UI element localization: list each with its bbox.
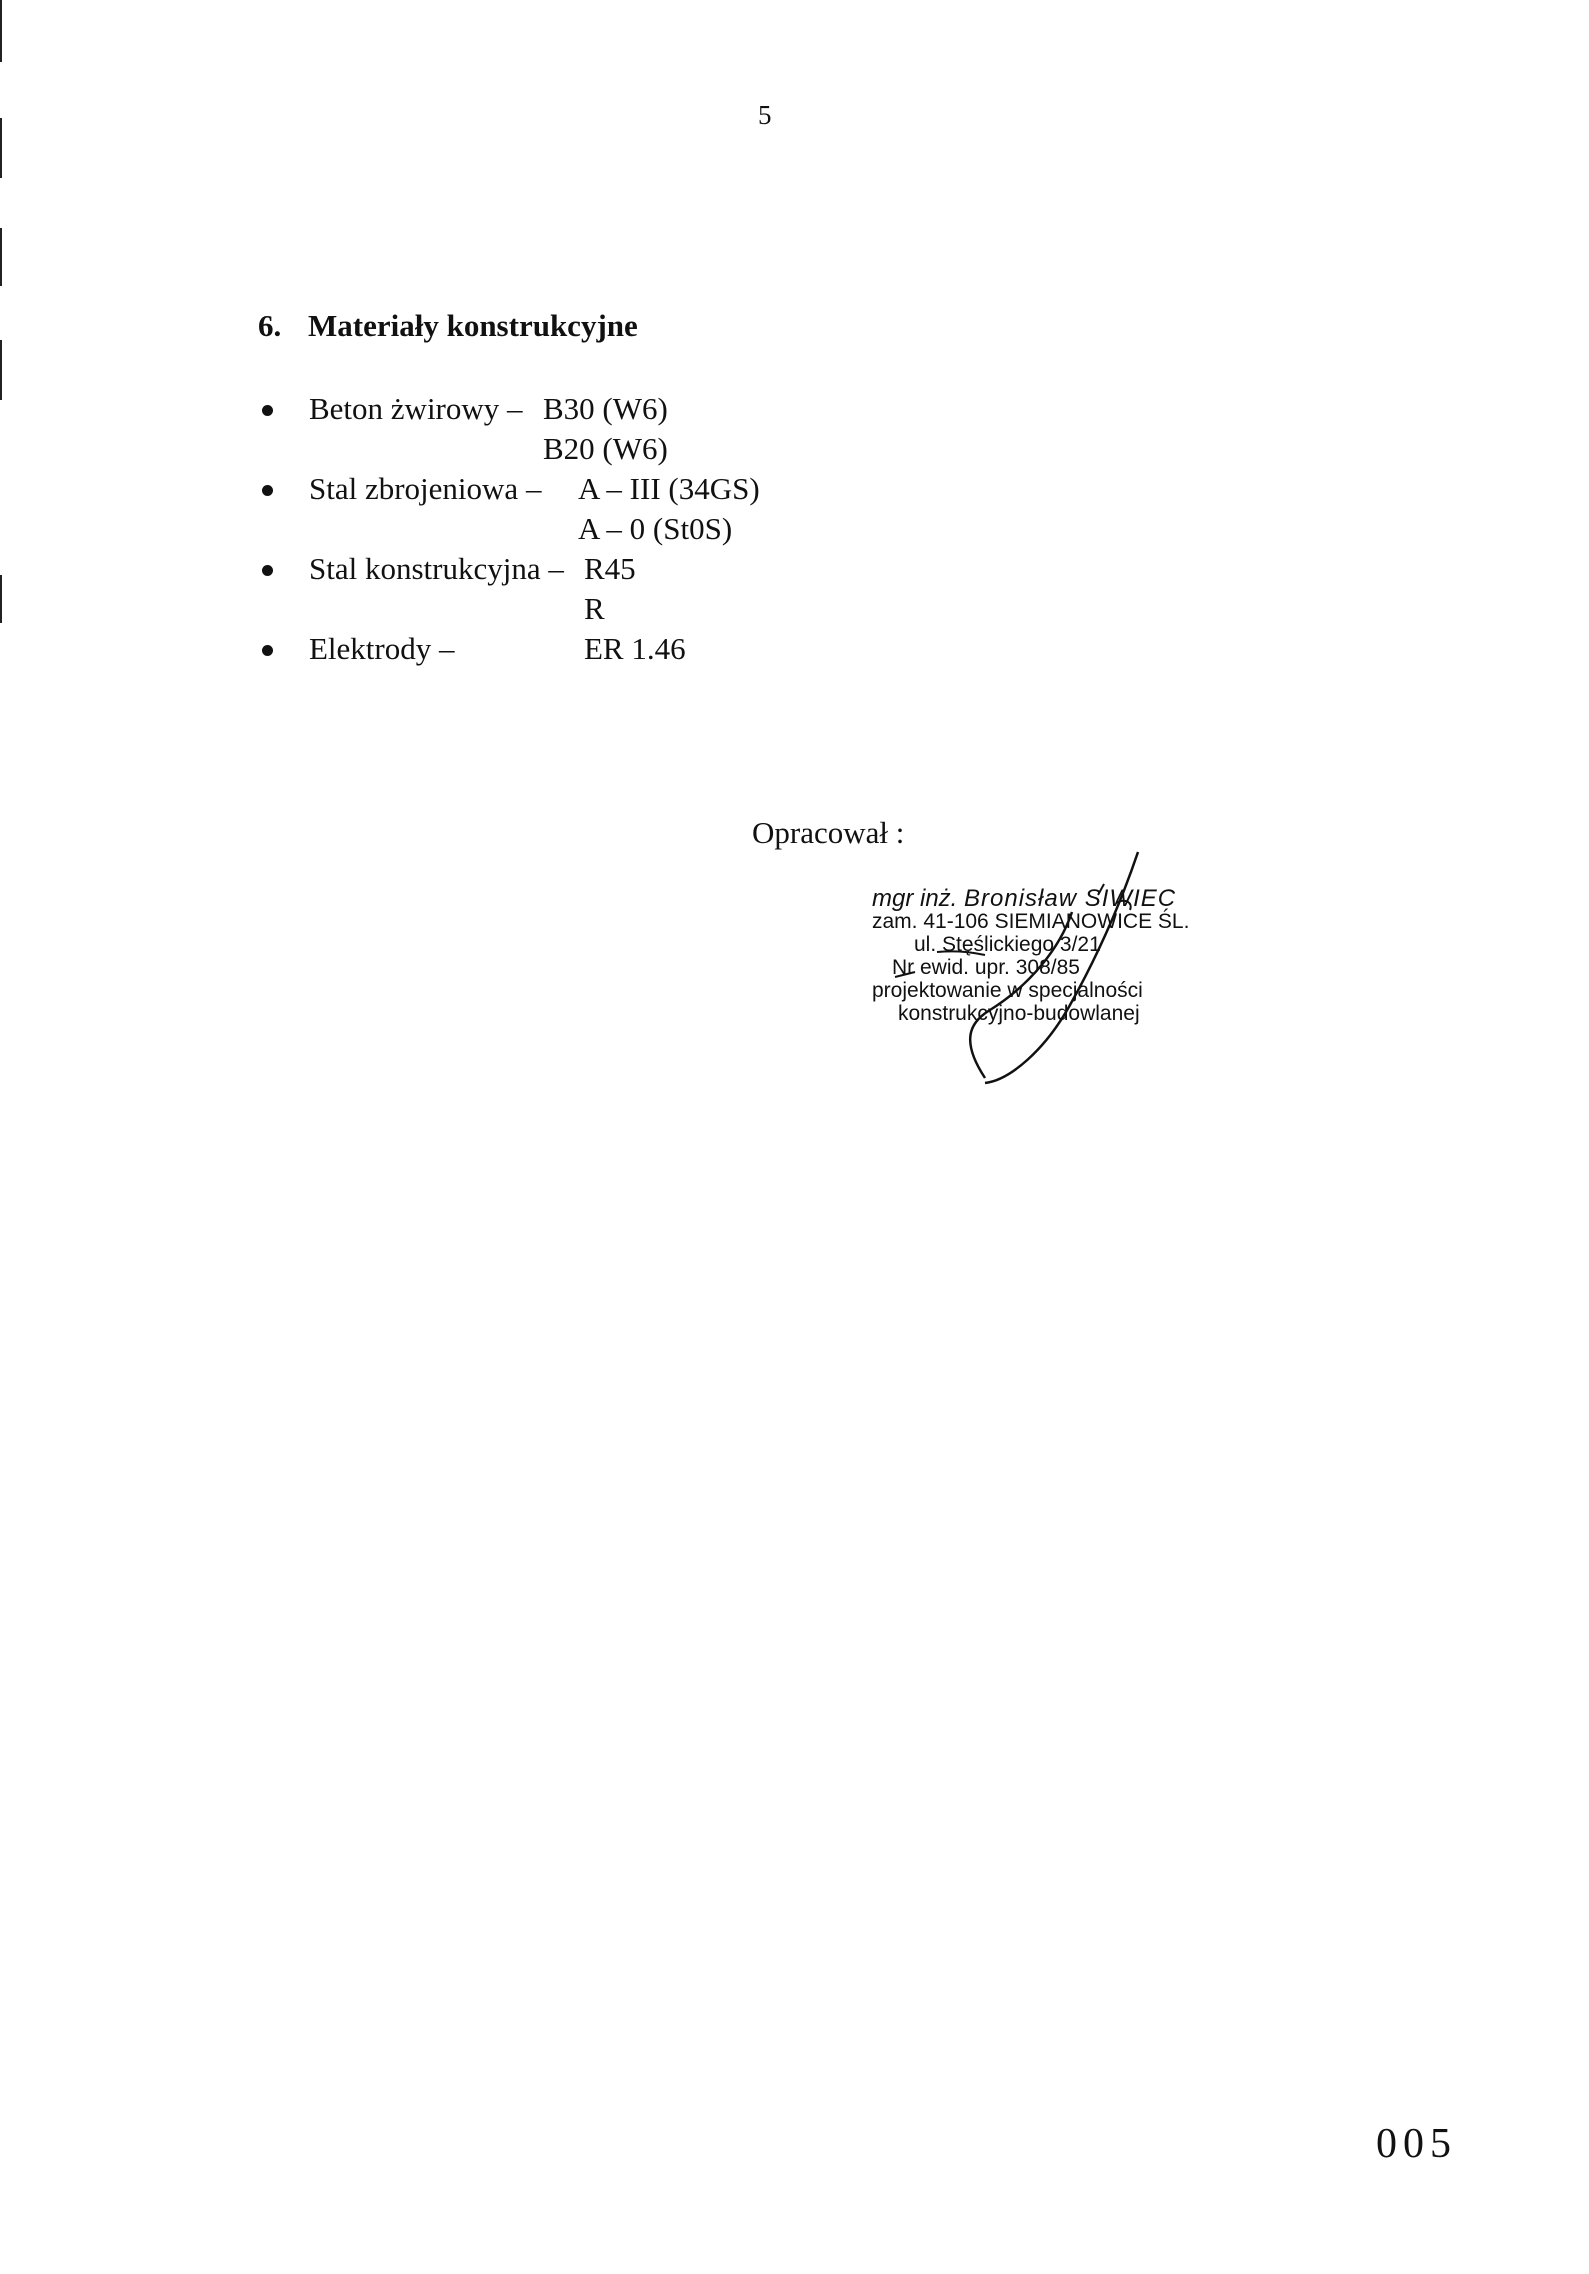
bullet-icon	[262, 485, 273, 496]
document-page-code: 005	[1376, 2121, 1457, 2167]
scan-edge-mark	[0, 228, 2, 286]
material-label: Stal zbrojeniowa –	[309, 471, 542, 506]
bullet-icon	[262, 645, 273, 656]
stamp-name: Bronisław SIWIEC	[964, 885, 1177, 912]
engineer-stamp	[872, 887, 1242, 1025]
page-number: 5	[758, 100, 772, 130]
material-label: Stal konstrukcyjna –	[309, 551, 564, 586]
bullet-icon	[262, 565, 273, 576]
scan-edge-mark	[0, 575, 2, 623]
stamp-specialty-2: konstrukcyjno-budowlanej	[898, 1002, 1140, 1025]
material-value: A – III (34GS)	[578, 471, 760, 506]
stamp-license: Nr ewid. upr. 308/85	[892, 956, 1080, 979]
stamp-specialty: projektowanie w specjalności	[872, 979, 1143, 1002]
prepared-by-label: Opracował :	[752, 815, 905, 850]
scan-edge-mark	[0, 118, 2, 178]
section-title: Materiały konstrukcyjne	[308, 308, 638, 343]
material-value: R45	[584, 551, 636, 586]
material-label: Elektrody –	[309, 631, 455, 666]
bullet-icon	[262, 405, 273, 416]
material-value: R	[584, 591, 605, 626]
material-value: B30 (W6)	[543, 391, 668, 426]
material-label: Beton żwirowy –	[309, 391, 523, 426]
material-value: B20 (W6)	[543, 431, 668, 466]
section-number: 6.	[258, 308, 282, 343]
stamp-address: zam. 41-106 SIEMIANOWICE ŚL.	[872, 910, 1190, 933]
section-heading	[258, 308, 638, 344]
material-value: A – 0 (St0S)	[578, 511, 733, 546]
scan-edge-mark	[0, 340, 2, 400]
material-value: ER 1.46	[584, 631, 686, 666]
scan-edge-mark	[0, 0, 2, 62]
stamp-street: ul. Stęślickiego 3/21	[914, 933, 1101, 956]
stamp-title: mgr inż.	[872, 885, 958, 912]
